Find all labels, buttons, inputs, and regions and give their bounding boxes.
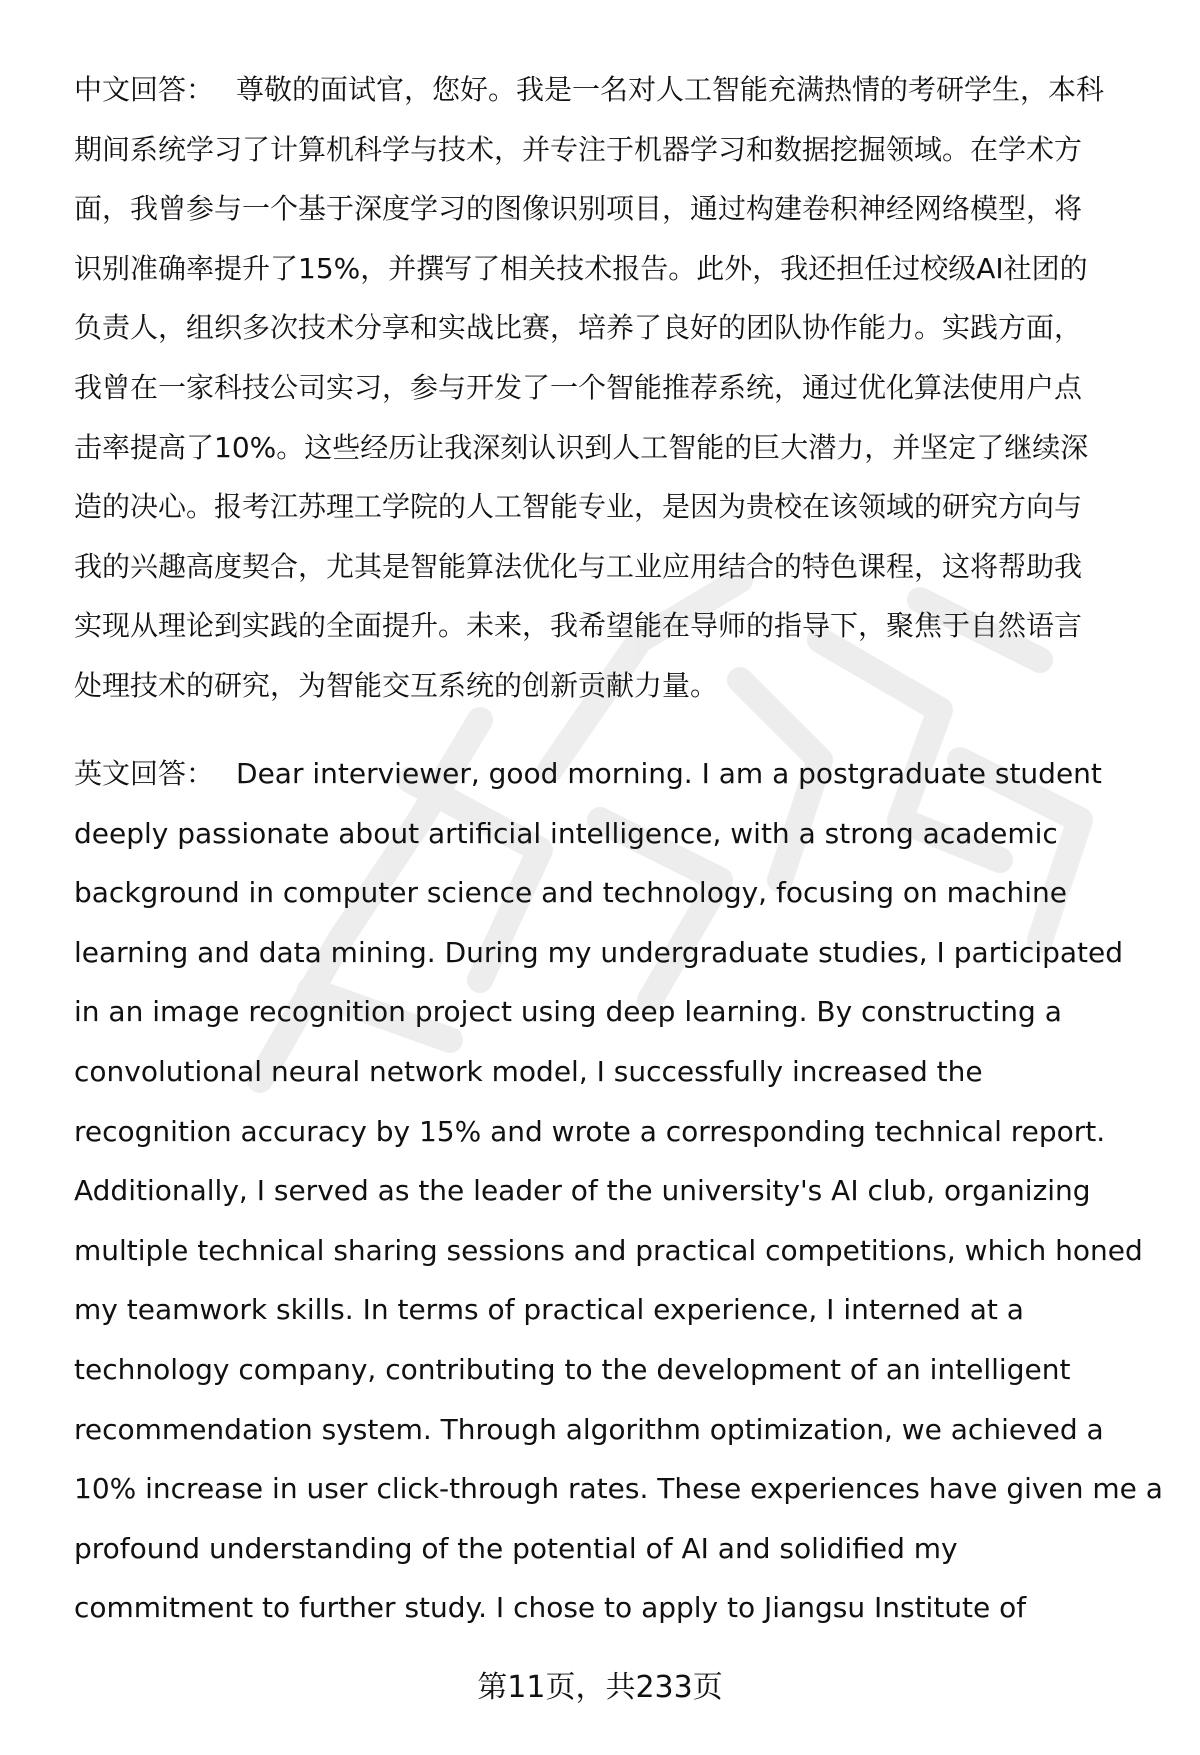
chinese-answer-line: 尊敬的面试官，您好。我是一名对人工智能充满热情的考研学生，本科 — [236, 73, 1105, 106]
english-answer-line: commitment to further study. I chose to apply to Jiangsu Institute of — [74, 1591, 1027, 1625]
chinese-answer-section — [74, 60, 1164, 716]
english-answer-line: recognition accuracy by 15% and wrote a corresponding technical report. — [74, 1114, 1106, 1148]
text-line — [74, 744, 1164, 804]
english-answer-line: technology company, contributing to the development of an intelligent — [74, 1352, 1071, 1386]
chinese-answer-line: 期间系统学习了计算机科学与技术，并专注于机器学习和数据挖掘领域。在学术方 — [74, 132, 1083, 166]
english-answer-line: profound understanding of the potential of AI and solidified my — [74, 1531, 958, 1565]
chinese-answer-line: 处理技术的研究，为智能交互系统的创新贡献力量。 — [74, 668, 719, 702]
english-answer-section — [74, 744, 1164, 1638]
english-answer-line: recommendation system. Through algorithm optimization, we achieved a — [74, 1412, 1104, 1446]
english-answer-line: deeply passionate about artificial intelligence, with a strong academic — [74, 816, 1058, 850]
text-line — [74, 60, 1164, 120]
english-answer-line: 10% increase in user click-through rates. These experiences have given me a — [74, 1472, 1163, 1506]
english-answer-line: learning and data mining. During my undergraduate studies, I participated — [74, 935, 1124, 969]
english-answer-line: in an image recognition project using deep learning. By constructing a — [74, 995, 1062, 1029]
page-number-footer: 第11页，共233页 — [477, 1670, 723, 1705]
english-answer-line: background in computer science and technology, focusing on machine — [74, 876, 1068, 910]
english-answer-line: multiple technical sharing sessions and practical competitions, which honed — [74, 1233, 1143, 1267]
chinese-answer-line: 识别准确率提升了15%，并撰写了相关技术报告。此外，我还担任过校级AI社团的 — [74, 251, 1088, 285]
english-answer-line: convolutional neural network model, I successfully increased the — [74, 1054, 983, 1088]
chinese-answer-line: 我曾在一家科技公司实习，参与开发了一个智能推荐系统，通过优化算法使用户点 — [74, 370, 1083, 404]
chinese-answer-line: 造的决心。报考江苏理工学院的人工智能专业，是因为贵校在该领域的研究方向与 — [74, 490, 1083, 524]
chinese-answer-line: 面，我曾参与一个基于深度学习的图像识别项目，通过构建卷积神经网络模型，将 — [74, 192, 1083, 226]
english-answer-line: my teamwork skills. In terms of practical experience, I interned at a — [74, 1293, 1024, 1327]
english-answer-line: Additionally, I served as the leader of the university's AI club, organizing — [74, 1174, 1091, 1208]
chinese-answer-line: 负责人，组织多次技术分享和实战比赛，培养了良好的团队协作能力。实践方面， — [74, 311, 1083, 345]
english-answer-label: 英文回答： — [74, 757, 215, 790]
chinese-answer-line: 击率提高了10%。这些经历让我深刻认识到人工智能的巨大潜力，并坚定了继续深 — [74, 430, 1089, 464]
english-answer-line: Dear interviewer, good morning. I am a postgraduate student — [236, 757, 1102, 790]
chinese-answer-label: 中文回答： — [74, 73, 215, 106]
chinese-answer-line: 实现从理论到实践的全面提升。未来，我希望能在导师的指导下，聚焦于自然语言 — [74, 609, 1083, 643]
chinese-answer-line: 我的兴趣高度契合，尤其是智能算法优化与工业应用结合的特色课程，这将帮助我 — [74, 549, 1083, 583]
